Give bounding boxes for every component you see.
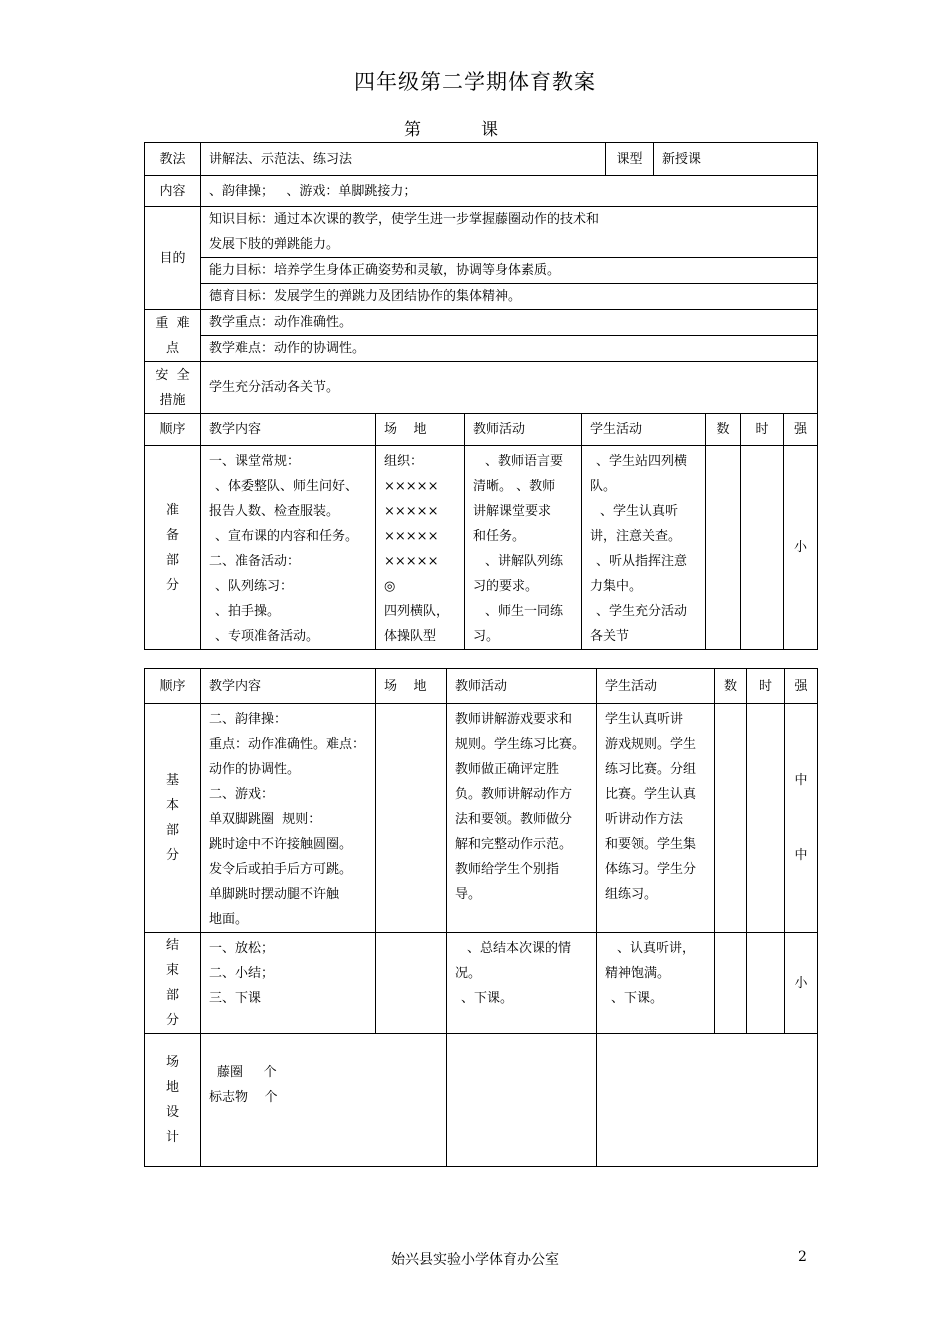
lesson-plan-table-1 <box>144 142 818 650</box>
col-student-2: 学生活动 <box>597 669 715 704</box>
col-count: 数 <box>706 414 741 446</box>
end-time <box>747 933 785 1034</box>
type-value: 新授课 <box>654 143 818 176</box>
difficulty-value: 教学难点：动作的协调性。 <box>201 336 818 362</box>
basic-content: 二、韵律操： 重点：动作准确性。难点： 动作的协调性。 二、游戏： 单双脚跳圈 规则： 跳时途中不许接触圆圈。 发令后或拍手后方可跳。 单脚跳时摆动腿不许触 地面。 <box>201 704 376 933</box>
safety-label: 安 全 措施 <box>145 362 201 414</box>
end-content: 一、放松； 二、小结； 三、下课 <box>201 933 376 1034</box>
col-intensity-2: 强 <box>785 669 818 704</box>
basic-time <box>747 704 785 933</box>
basic-teacher: 教师讲解游戏要求和 规则。学生练习比赛。 教师做正确评定胜 负。教师讲解动作方 法和要领。教师做分 解和完整动作示范。 教师给学生个别指 导。 <box>447 704 597 933</box>
end-label: 结 束 部 分 <box>145 933 201 1034</box>
venue-design-blank-1 <box>447 1034 597 1167</box>
basic-venue <box>376 704 447 933</box>
basic-student: 学生认真听讲 游戏规则。学生 练习比赛。分组 比赛。学生认真 听讲动作方法 和要领。学生集 体练习。学生分 组练习。 <box>597 704 715 933</box>
col-student: 学生活动 <box>582 414 706 446</box>
prep-student: 、学生站四列横 队。 、学生认真听 讲，注意关查。 、听从指挥注意 力集中。 、学生充分活动 各关节 <box>582 446 706 650</box>
col-intensity: 强 <box>784 414 818 446</box>
col-venue-2: 场 地 <box>376 669 447 704</box>
lesson-suffix: 课 <box>481 120 498 140</box>
goal-knowledge-line-1: 知识目标：通过本次课的教学，使学生进一步掌握藤圈动作的技术和 <box>209 212 600 227</box>
end-venue <box>376 933 447 1034</box>
col-order-2: 顺序 <box>145 669 201 704</box>
goal-knowledge-line-2: 发展下肢的弹跳能力。 <box>209 237 340 252</box>
keypoint-value: 教学重点：动作准确性。 <box>201 310 818 336</box>
col-time-2: 时 <box>747 669 785 704</box>
prep-content: 一、课堂常规： 、体委整队、师生问好、 报告人数、检查服装。 、宣布课的内容和任务。 二、准备活动： 、队列练习： 、拍手操。 、专项准备活动。 <box>201 446 376 650</box>
basic-count <box>715 704 747 933</box>
footer-office: 始兴县实验小学体育办公室 <box>391 1252 559 1268</box>
type-label: 课型 <box>606 143 654 176</box>
end-teacher: 、总结本次课的情 况。 、下课。 <box>447 933 597 1034</box>
col-venue: 场 地 <box>376 414 465 446</box>
goal-label: 目的 <box>145 207 201 310</box>
col-teacher: 教师活动 <box>465 414 582 446</box>
page-number: 2 <box>798 1249 807 1265</box>
method-value: 讲解法、示范法、练习法 <box>201 143 606 176</box>
page-title: 四年级第二学期体育教案 <box>354 70 596 94</box>
col-time: 时 <box>741 414 784 446</box>
prep-label: 准 备 部 分 <box>145 446 201 650</box>
prep-venue: 组织： ××××× ××××× ××××× ××××× ◎ 四列横队， 体操队型 <box>376 446 465 650</box>
lesson-prefix: 第 <box>404 120 421 140</box>
col-count-2: 数 <box>715 669 747 704</box>
content-value: 、韵律操； 、游戏：单脚跳接力； <box>201 176 818 207</box>
venue-design-items: 藤圈 个 标志物 个 <box>201 1034 447 1167</box>
end-student: 、认真听讲， 精神饱满。 、下课。 <box>597 933 715 1034</box>
end-intensity: 小 <box>785 933 818 1034</box>
goal-moral: 德育目标：发展学生的弹跳力及团结协作的集体精神。 <box>201 284 818 310</box>
prep-teacher: 、教师语言要 清晰。 、教师 讲解课堂要求 和任务。 、讲解队列练 习的要求。 、师生一同练 习。 <box>465 446 582 650</box>
goal-ability: 能力目标：培养学生身体正确姿势和灵敏，协调等身体素质。 <box>201 258 818 284</box>
col-content-2: 教学内容 <box>201 669 376 704</box>
keypoint-label: 重 难 点 <box>145 310 201 362</box>
venue-design-blank-2 <box>597 1034 818 1167</box>
venue-design-label: 场 地 设 计 <box>145 1034 201 1167</box>
prep-intensity: 小 <box>784 446 818 650</box>
method-label: 教法 <box>145 143 201 176</box>
col-order: 顺序 <box>145 414 201 446</box>
basic-label: 基 本 部 分 <box>145 704 201 933</box>
lesson-number <box>404 115 498 140</box>
lesson-plan-table-2 <box>144 668 818 1167</box>
content-label: 内容 <box>145 176 201 207</box>
safety-value: 学生充分活动各关节。 <box>201 362 818 414</box>
prep-time <box>741 446 784 650</box>
col-content: 教学内容 <box>201 414 376 446</box>
basic-intensity: 中 中 <box>785 704 818 933</box>
end-count <box>715 933 747 1034</box>
prep-count <box>706 446 741 650</box>
goal-knowledge <box>201 207 818 258</box>
col-teacher-2: 教师活动 <box>447 669 597 704</box>
